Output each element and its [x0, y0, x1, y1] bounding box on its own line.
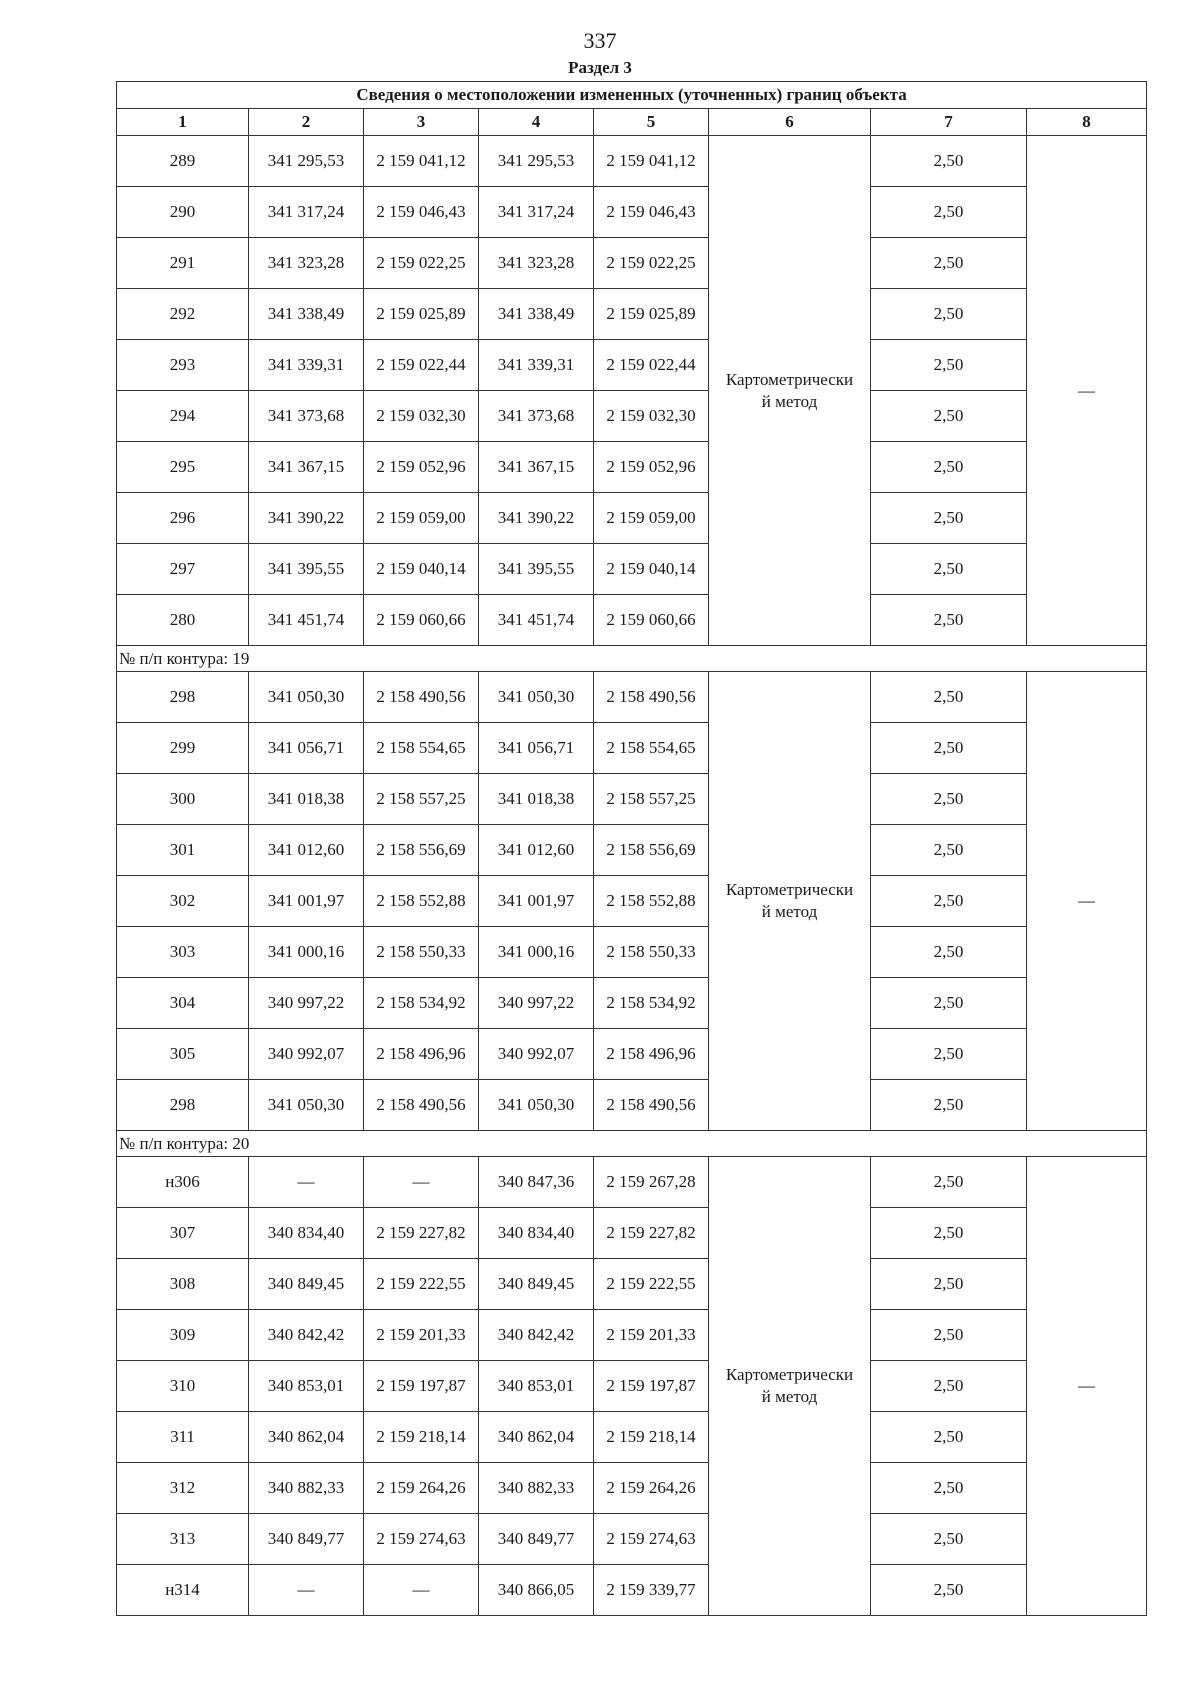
new-x-cell: 340 866,05 [479, 1565, 594, 1616]
table-row [117, 1029, 1147, 1080]
accuracy-cell: 2,50 [871, 1412, 1027, 1463]
new-x-cell: 341 395,55 [479, 544, 594, 595]
table-row [117, 442, 1147, 493]
point-number-cell: 295 [117, 442, 249, 493]
point-number-cell: 297 [117, 544, 249, 595]
point-number-cell: 300 [117, 774, 249, 825]
new-x-cell: 341 339,31 [479, 340, 594, 391]
existing-y-cell: 2 159 218,14 [364, 1412, 479, 1463]
table-row [117, 289, 1147, 340]
existing-y-cell: 2 159 059,00 [364, 493, 479, 544]
point-number-cell: 301 [117, 825, 249, 876]
new-y-cell: 2 158 490,56 [594, 1080, 709, 1131]
new-y-cell: 2 158 554,65 [594, 723, 709, 774]
existing-y-cell: 2 159 060,66 [364, 595, 479, 646]
table-caption: Сведения о местоположении измененных (уточненных) границ объекта [117, 82, 1147, 109]
point-number-cell: 289 [117, 136, 249, 187]
accuracy-cell: 2,50 [871, 1157, 1027, 1208]
accuracy-cell: 2,50 [871, 595, 1027, 646]
method-text-line: й метод [761, 391, 818, 411]
existing-y-cell: 2 159 041,12 [364, 136, 479, 187]
point-number-cell: 292 [117, 289, 249, 340]
new-x-cell: 340 862,04 [479, 1412, 594, 1463]
existing-x-cell: 341 000,16 [249, 927, 364, 978]
existing-x-cell: 341 018,38 [249, 774, 364, 825]
new-y-cell: 2 159 201,33 [594, 1310, 709, 1361]
table-row [117, 1208, 1147, 1259]
new-x-cell: 341 050,30 [479, 1080, 594, 1131]
new-x-cell: 341 451,74 [479, 595, 594, 646]
section-title: Раздел 3 [568, 58, 632, 77]
table-row [117, 723, 1147, 774]
table-row [117, 340, 1147, 391]
new-x-cell: 341 367,15 [479, 442, 594, 493]
new-y-cell: 2 159 022,25 [594, 238, 709, 289]
accuracy-cell: 2,50 [871, 723, 1027, 774]
new-x-cell: 341 323,28 [479, 238, 594, 289]
existing-y-cell: 2 159 222,55 [364, 1259, 479, 1310]
contour-label: № п/п контура: 20 [117, 1131, 1147, 1157]
new-y-cell: 2 159 059,00 [594, 493, 709, 544]
accuracy-cell: 2,50 [871, 1029, 1027, 1080]
table-row [117, 1463, 1147, 1514]
table-row [117, 978, 1147, 1029]
existing-y-cell: 2 159 025,89 [364, 289, 479, 340]
existing-y-cell: 2 159 201,33 [364, 1310, 479, 1361]
new-x-cell: 341 338,49 [479, 289, 594, 340]
new-y-cell: 2 159 264,26 [594, 1463, 709, 1514]
column-number-header: 8 [1027, 109, 1147, 136]
accuracy-cell: 2,50 [871, 1463, 1027, 1514]
new-y-cell: 2 159 218,14 [594, 1412, 709, 1463]
new-y-cell: 2 159 267,28 [594, 1157, 709, 1208]
existing-y-cell: 2 159 197,87 [364, 1361, 479, 1412]
accuracy-cell: 2,50 [871, 1361, 1027, 1412]
accuracy-cell: 2,50 [871, 1310, 1027, 1361]
new-y-cell: 2 159 060,66 [594, 595, 709, 646]
table-row [117, 1157, 1147, 1208]
point-number-cell: 294 [117, 391, 249, 442]
point-number-cell: 305 [117, 1029, 249, 1080]
point-number-cell: 298 [117, 1080, 249, 1131]
new-y-cell: 2 159 041,12 [594, 136, 709, 187]
accuracy-cell: 2,50 [871, 825, 1027, 876]
method-cell [709, 672, 871, 1131]
existing-y-cell: 2 159 227,82 [364, 1208, 479, 1259]
point-number-cell: н314 [117, 1565, 249, 1616]
existing-x-cell: 341 338,49 [249, 289, 364, 340]
column-number-header: 3 [364, 109, 479, 136]
existing-y-cell: 2 159 264,26 [364, 1463, 479, 1514]
point-number-cell: 312 [117, 1463, 249, 1514]
point-number-cell: 299 [117, 723, 249, 774]
point-number-cell: 313 [117, 1514, 249, 1565]
table-row [117, 774, 1147, 825]
new-x-cell: 340 853,01 [479, 1361, 594, 1412]
existing-x-cell: 341 373,68 [249, 391, 364, 442]
point-number-cell: 303 [117, 927, 249, 978]
new-y-cell: 2 158 557,25 [594, 774, 709, 825]
accuracy-cell: 2,50 [871, 136, 1027, 187]
column-8-cell: — [1027, 672, 1147, 1131]
new-x-cell: 340 992,07 [479, 1029, 594, 1080]
accuracy-cell: 2,50 [871, 876, 1027, 927]
column-8-cell: — [1027, 1157, 1147, 1616]
accuracy-cell: 2,50 [871, 187, 1027, 238]
new-y-cell: 2 159 032,30 [594, 391, 709, 442]
existing-y-cell: 2 159 022,25 [364, 238, 479, 289]
boundary-coordinates-table [116, 81, 1147, 1616]
existing-x-cell: 341 001,97 [249, 876, 364, 927]
existing-x-cell: 341 056,71 [249, 723, 364, 774]
method-text-line: Картометрически [725, 369, 854, 389]
table-row [117, 927, 1147, 978]
accuracy-cell: 2,50 [871, 493, 1027, 544]
point-number-cell: 296 [117, 493, 249, 544]
new-y-cell: 2 159 052,96 [594, 442, 709, 493]
contour-label-row [117, 1131, 1147, 1157]
existing-y-cell: 2 159 040,14 [364, 544, 479, 595]
existing-x-cell: 340 997,22 [249, 978, 364, 1029]
existing-x-cell: — [249, 1565, 364, 1616]
new-x-cell: 340 849,77 [479, 1514, 594, 1565]
existing-x-cell: 341 012,60 [249, 825, 364, 876]
existing-y-cell: 2 158 550,33 [364, 927, 479, 978]
table-row [117, 238, 1147, 289]
new-y-cell: 2 158 556,69 [594, 825, 709, 876]
accuracy-cell: 2,50 [871, 672, 1027, 723]
existing-x-cell: 340 853,01 [249, 1361, 364, 1412]
new-y-cell: 2 159 227,82 [594, 1208, 709, 1259]
new-x-cell: 340 842,42 [479, 1310, 594, 1361]
existing-y-cell: 2 159 274,63 [364, 1514, 479, 1565]
contour-label-row [117, 646, 1147, 672]
point-number-cell: 309 [117, 1310, 249, 1361]
existing-x-cell: 341 050,30 [249, 672, 364, 723]
existing-y-cell: 2 158 552,88 [364, 876, 479, 927]
new-x-cell: 341 317,24 [479, 187, 594, 238]
new-y-cell: 2 159 339,77 [594, 1565, 709, 1616]
existing-y-cell: 2 158 490,56 [364, 672, 479, 723]
table-row [117, 1514, 1147, 1565]
new-y-cell: 2 159 040,14 [594, 544, 709, 595]
new-y-cell: 2 158 534,92 [594, 978, 709, 1029]
new-y-cell: 2 158 550,33 [594, 927, 709, 978]
method-text-line: Картометрически [725, 880, 854, 899]
existing-y-cell: 2 159 052,96 [364, 442, 479, 493]
point-number-cell: 310 [117, 1361, 249, 1412]
new-x-cell: 341 390,22 [479, 493, 594, 544]
existing-y-cell: 2 159 046,43 [364, 187, 479, 238]
existing-x-cell: 341 323,28 [249, 238, 364, 289]
existing-x-cell: 340 862,04 [249, 1412, 364, 1463]
existing-x-cell: 340 882,33 [249, 1463, 364, 1514]
new-y-cell: 2 159 197,87 [594, 1361, 709, 1412]
new-x-cell: 341 373,68 [479, 391, 594, 442]
existing-x-cell: 341 317,24 [249, 187, 364, 238]
column-numbers-row [117, 109, 1147, 136]
existing-x-cell: 340 849,45 [249, 1259, 364, 1310]
new-y-cell: 2 159 022,44 [594, 340, 709, 391]
point-number-cell: 307 [117, 1208, 249, 1259]
accuracy-cell: 2,50 [871, 238, 1027, 289]
new-x-cell: 341 050,30 [479, 672, 594, 723]
existing-x-cell: 341 395,55 [249, 544, 364, 595]
new-x-cell: 341 012,60 [479, 825, 594, 876]
existing-x-cell: 341 451,74 [249, 595, 364, 646]
table-row [117, 672, 1147, 723]
table-row [117, 1310, 1147, 1361]
point-number-cell: 291 [117, 238, 249, 289]
point-number-cell: 311 [117, 1412, 249, 1463]
new-y-cell: 2 159 222,55 [594, 1259, 709, 1310]
page-number: 337 [583, 28, 617, 53]
accuracy-cell: 2,50 [871, 978, 1027, 1029]
method-cell [709, 1157, 871, 1616]
new-y-cell: 2 158 496,96 [594, 1029, 709, 1080]
column-8-cell: — [1027, 136, 1147, 646]
new-x-cell: 340 834,40 [479, 1208, 594, 1259]
point-number-cell: 280 [117, 595, 249, 646]
table-row [117, 1259, 1147, 1310]
existing-x-cell: 340 842,42 [249, 1310, 364, 1361]
new-x-cell: 340 849,45 [479, 1259, 594, 1310]
existing-y-cell: 2 158 496,96 [364, 1029, 479, 1080]
accuracy-cell: 2,50 [871, 1080, 1027, 1131]
accuracy-cell: 2,50 [871, 1565, 1027, 1616]
table-row [117, 187, 1147, 238]
new-y-cell: 2 159 274,63 [594, 1514, 709, 1565]
existing-x-cell: 341 390,22 [249, 493, 364, 544]
new-y-cell: 2 159 046,43 [594, 187, 709, 238]
accuracy-cell: 2,50 [871, 442, 1027, 493]
table-row [117, 595, 1147, 646]
table-row [117, 544, 1147, 595]
new-y-cell: 2 159 025,89 [594, 289, 709, 340]
existing-x-cell: 340 992,07 [249, 1029, 364, 1080]
new-x-cell: 341 056,71 [479, 723, 594, 774]
column-number-header: 1 [117, 109, 249, 136]
existing-y-cell: 2 158 554,65 [364, 723, 479, 774]
method-text-line: й метод [761, 902, 818, 921]
existing-x-cell: 341 295,53 [249, 136, 364, 187]
column-number-header: 7 [871, 109, 1027, 136]
existing-y-cell: 2 159 022,44 [364, 340, 479, 391]
column-number-header: 6 [709, 109, 871, 136]
accuracy-cell: 2,50 [871, 927, 1027, 978]
existing-y-cell: 2 159 032,30 [364, 391, 479, 442]
existing-x-cell: 341 050,30 [249, 1080, 364, 1131]
existing-y-cell: — [364, 1157, 479, 1208]
column-number-header: 2 [249, 109, 364, 136]
method-text-line: й метод [761, 1387, 818, 1406]
accuracy-cell: 2,50 [871, 340, 1027, 391]
existing-y-cell: 2 158 556,69 [364, 825, 479, 876]
new-x-cell: 341 000,16 [479, 927, 594, 978]
table-row [117, 1565, 1147, 1616]
table-row [117, 825, 1147, 876]
accuracy-cell: 2,50 [871, 774, 1027, 825]
column-number-header: 5 [594, 109, 709, 136]
point-number-cell: 293 [117, 340, 249, 391]
point-number-cell: 290 [117, 187, 249, 238]
table-row [117, 391, 1147, 442]
new-x-cell: 341 001,97 [479, 876, 594, 927]
existing-x-cell: 340 849,77 [249, 1514, 364, 1565]
existing-x-cell: 341 367,15 [249, 442, 364, 493]
table-row [117, 876, 1147, 927]
accuracy-cell: 2,50 [871, 1514, 1027, 1565]
table-row [117, 493, 1147, 544]
accuracy-cell: 2,50 [871, 1259, 1027, 1310]
contour-label: № п/п контура: 19 [117, 646, 1147, 672]
existing-y-cell: 2 158 490,56 [364, 1080, 479, 1131]
table-row [117, 1080, 1147, 1131]
new-x-cell: 340 847,36 [479, 1157, 594, 1208]
point-number-cell: н306 [117, 1157, 249, 1208]
new-x-cell: 340 882,33 [479, 1463, 594, 1514]
new-x-cell: 340 997,22 [479, 978, 594, 1029]
existing-x-cell: 340 834,40 [249, 1208, 364, 1259]
method-cell [709, 136, 871, 646]
existing-x-cell: — [249, 1157, 364, 1208]
new-x-cell: 341 295,53 [479, 136, 594, 187]
point-number-cell: 298 [117, 672, 249, 723]
new-x-cell: 341 018,38 [479, 774, 594, 825]
accuracy-cell: 2,50 [871, 544, 1027, 595]
new-y-cell: 2 158 490,56 [594, 672, 709, 723]
accuracy-cell: 2,50 [871, 289, 1027, 340]
existing-y-cell: 2 158 534,92 [364, 978, 479, 1029]
column-number-header: 4 [479, 109, 594, 136]
table-row [117, 136, 1147, 187]
accuracy-cell: 2,50 [871, 391, 1027, 442]
method-text-line: Картометрически [725, 1365, 854, 1384]
existing-x-cell: 341 339,31 [249, 340, 364, 391]
table-row [117, 1361, 1147, 1412]
point-number-cell: 304 [117, 978, 249, 1029]
point-number-cell: 308 [117, 1259, 249, 1310]
new-y-cell: 2 158 552,88 [594, 876, 709, 927]
table-row [117, 1412, 1147, 1463]
existing-y-cell: 2 158 557,25 [364, 774, 479, 825]
point-number-cell: 302 [117, 876, 249, 927]
accuracy-cell: 2,50 [871, 1208, 1027, 1259]
existing-y-cell: — [364, 1565, 479, 1616]
